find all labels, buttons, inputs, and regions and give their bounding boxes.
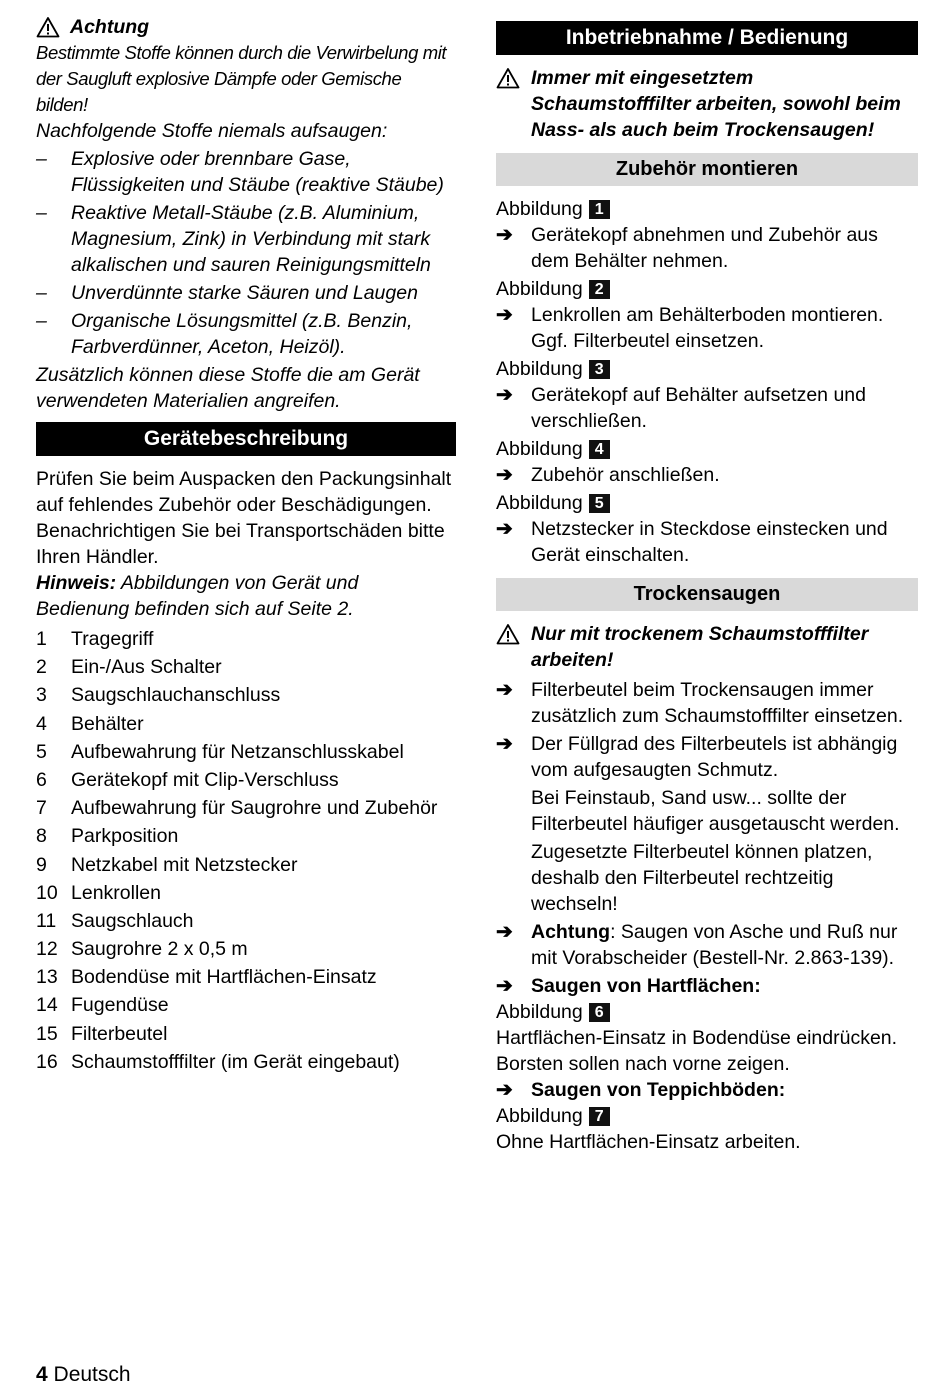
page-number: 4	[36, 1363, 48, 1386]
arrow-right-icon: ➔	[496, 679, 513, 701]
arrow-right-icon: ➔	[496, 224, 513, 246]
instruction-text: Zubehör anschließen.	[531, 464, 720, 486]
part-label: Aufbewahrung für Netzanschlusskabel	[71, 740, 404, 763]
instruction-text: Filterbeutel beim Trockensaugen immer zusätzlich zum Schaumstofffilter einsetzen.	[531, 679, 904, 727]
list-item	[36, 308, 456, 360]
step-5	[496, 490, 918, 568]
figure-reference	[496, 196, 918, 222]
figure-number: 7	[589, 1107, 610, 1126]
warning-text: Immer mit eingesetztem Schaumstofffilter arbeiten, sowohl beim Nass- als auch beim Trockensaugen!	[531, 67, 901, 141]
instruction-text: Der Füllgrad des Filterbeutels ist abhängig vom aufgesaugten Schmutz.	[531, 733, 898, 781]
carpet-title: Saugen von Teppichböden:	[531, 1079, 786, 1101]
list-item	[36, 626, 456, 652]
part-number: 11	[36, 909, 57, 932]
list-item	[36, 280, 456, 306]
warning-triangle-icon	[496, 623, 520, 645]
part-number: 12	[36, 938, 58, 961]
part-number: 13	[36, 966, 58, 989]
warning-triangle-icon	[36, 16, 60, 38]
hint-label: Hinweis:	[36, 572, 117, 594]
figure-number: 4	[589, 440, 610, 459]
figure-reference	[496, 276, 918, 302]
list-item	[36, 992, 456, 1018]
part-number: 4	[36, 712, 47, 735]
part-label: Netzkabel mit Netzstecker	[71, 853, 298, 876]
hard-surface-text: Hartflächen-Einsatz in Bodendüse eindrücken. Borsten sollen nach vorne zeigen.	[496, 1027, 898, 1075]
part-number: 15	[36, 1022, 58, 1045]
part-label: Gerätekopf mit Clip-Verschluss	[71, 768, 339, 791]
part-label: Saugschlauchanschluss	[71, 684, 281, 707]
left-column	[36, 14, 456, 1077]
arrow-right-icon: ➔	[496, 304, 513, 326]
hard-surface-heading	[496, 973, 918, 999]
part-number: 5	[36, 740, 47, 763]
figure-label: Abbildung	[496, 358, 583, 380]
list-item-text: Organische Lösungsmittel (z.B. Benzin, Farbverdünner, Aceton, Heizöl).	[71, 310, 413, 358]
step-3	[496, 356, 918, 434]
subsection-header-zubehoer: Zubehör montieren	[496, 153, 918, 186]
dry-warning-text: Nur mit trockenem Schaumstofffilter arbeiten!	[531, 623, 869, 671]
part-number: 8	[36, 825, 47, 848]
part-number: 3	[36, 684, 47, 707]
list-item	[36, 964, 456, 990]
carpet-heading	[496, 1077, 918, 1103]
warning-paragraph: Bestimmte Stoffe können durch die Verwirbelung mit der Saugluft explosive Dämpfe oder Gemische bilden!	[36, 42, 447, 115]
figure-label: Abbildung	[496, 438, 583, 460]
figure-number: 2	[589, 280, 610, 299]
list-item-text: Explosive oder brennbare Gase, Flüssigkeiten und Stäube (reaktive Stäube)	[71, 148, 444, 196]
list-item	[36, 711, 456, 737]
instruction-text: Netzstecker in Steckdose einstecken und Gerät einschalten.	[531, 518, 888, 566]
part-number: 2	[36, 656, 47, 679]
list-item	[36, 146, 456, 198]
attention-label: Achtung	[531, 921, 611, 943]
list-item	[36, 1021, 456, 1047]
carpet-text: Ohne Hartflächen-Einsatz arbeiten.	[496, 1131, 801, 1153]
part-label: Parkposition	[71, 825, 179, 848]
list-item	[36, 200, 456, 278]
part-number: 9	[36, 853, 47, 876]
figure-reference	[496, 999, 918, 1025]
part-number: 16	[36, 1050, 58, 1073]
part-label: Schaumstofffilter (im Gerät eingebaut)	[71, 1050, 400, 1073]
arrow-right-icon: ➔	[496, 1079, 513, 1101]
instruction-continued: Zugesetzte Filterbeutel können platzen, deshalb den Filterbeutel rechtzeitig wechseln!	[531, 841, 873, 915]
part-number: 14	[36, 994, 58, 1017]
warning-icon-wrap	[496, 65, 531, 143]
footer-language: Deutsch	[53, 1363, 131, 1386]
figure-reference	[496, 490, 918, 516]
dash-marker: –	[36, 148, 47, 170]
list-item	[36, 823, 456, 849]
list-item	[36, 852, 456, 878]
list-item-text: Reaktive Metall-Stäube (z.B. Aluminium, Magnesium, Zink) in Verbindung mit stark alkalischen und sauren Reinigungsmitteln	[71, 202, 431, 276]
instruction	[496, 919, 918, 971]
subsection-header-trockensaugen: Trockensaugen	[496, 578, 918, 611]
figure-number: 1	[589, 200, 610, 219]
instruction	[496, 731, 918, 783]
part-label: Fugendüse	[71, 994, 169, 1017]
step-2	[496, 276, 918, 354]
unpack-text: Prüfen Sie beim Auspacken den Packungsinhalt auf fehlendes Zubehör oder Beschädigungen. Benachrichtigen Sie bei Transportschäden bitte Ihren Händler.	[36, 468, 452, 568]
instruction-continued: Bei Feinstaub, Sand usw... sollte der Filterbeutel häufiger ausgetauscht werden.	[531, 787, 900, 835]
instruction	[496, 516, 918, 568]
never-intro: Nachfolgende Stoffe niemals aufsaugen:	[36, 120, 388, 142]
step-1	[496, 196, 918, 274]
section-header-inbetriebnahme: Inbetriebnahme / Bedienung	[496, 21, 918, 55]
instruction	[496, 462, 918, 488]
part-number: 6	[36, 768, 47, 791]
list-item	[36, 908, 456, 934]
list-item-text: Unverdünnte starke Säuren und Laugen	[71, 282, 418, 304]
figure-number: 6	[589, 1003, 610, 1022]
list-item	[36, 936, 456, 962]
instruction	[496, 302, 918, 354]
section-header-geraetebeschreibung: Gerätebeschreibung	[36, 422, 456, 456]
figure-label: Abbildung	[496, 1001, 583, 1023]
right-column	[496, 14, 918, 1155]
part-label: Saugschlauch	[71, 909, 194, 932]
arrow-right-icon: ➔	[496, 733, 513, 755]
figure-label: Abbildung	[496, 492, 583, 514]
warning-heading	[36, 14, 456, 40]
instruction-text	[531, 919, 918, 971]
figure-reference	[496, 1103, 918, 1129]
instruction	[496, 677, 918, 729]
hint	[36, 570, 456, 622]
instruction-text: Gerätekopf auf Behälter aufsetzen und verschließen.	[531, 384, 866, 432]
figure-reference	[496, 356, 918, 382]
parts-list	[36, 626, 456, 1075]
part-label: Tragegriff	[71, 628, 154, 650]
arrow-right-icon: ➔	[496, 464, 513, 486]
never-list	[36, 146, 456, 360]
part-label: Lenkrollen	[71, 881, 161, 904]
part-number: 7	[36, 797, 47, 820]
warning-triangle-icon	[496, 67, 520, 89]
warning-title: Achtung	[70, 16, 150, 38]
part-label: Saugrohre 2 x 0,5 m	[71, 938, 248, 961]
dash-marker: –	[36, 202, 47, 224]
warning-icon-wrap	[496, 621, 531, 673]
part-label: Filterbeutel	[71, 1022, 168, 1045]
list-item	[36, 739, 456, 765]
instruction-text: Lenkrollen am Behälterboden montieren. Ggf. Filterbeutel einsetzen.	[531, 304, 884, 352]
arrow-right-icon: ➔	[496, 921, 513, 943]
list-item	[36, 795, 456, 821]
part-label: Ein-/Aus Schalter	[71, 656, 222, 679]
list-item	[36, 682, 456, 708]
part-label: Behälter	[71, 712, 144, 735]
arrow-right-icon: ➔	[496, 384, 513, 406]
arrow-right-icon: ➔	[496, 518, 513, 540]
dash-marker: –	[36, 282, 47, 304]
figure-label: Abbildung	[496, 198, 583, 220]
attention-text: : Saugen von Asche und Ruß nur mit Vorabscheider (Bestell-Nr. 2.863-139).	[531, 921, 898, 969]
part-label: Bodendüse mit Hartflächen-Einsatz	[71, 966, 377, 989]
step-4	[496, 436, 918, 488]
list-item	[36, 767, 456, 793]
additional-note: Zusätzlich können diese Stoffe die am Gerät verwendeten Materialien angreifen.	[36, 364, 420, 412]
dry-warning-block	[496, 621, 918, 673]
hint-text: Abbildungen von Gerät und Bedienung befinden sich auf Seite 2.	[36, 572, 359, 620]
figure-number: 5	[589, 494, 610, 513]
instruction-text: Gerätekopf abnehmen und Zubehör aus dem Behälter nehmen.	[531, 224, 878, 272]
figure-reference	[496, 436, 918, 462]
figure-number: 3	[589, 360, 610, 379]
dash-marker: –	[36, 310, 47, 332]
page-footer	[36, 1362, 131, 1388]
figure-label: Abbildung	[496, 278, 583, 300]
part-label: Aufbewahrung für Saugrohre und Zubehör	[71, 797, 438, 820]
hard-surface-title: Saugen von Hartflächen:	[531, 975, 761, 997]
list-item	[36, 1049, 456, 1075]
instruction	[496, 222, 918, 274]
instruction	[496, 382, 918, 434]
warning-block	[496, 65, 918, 143]
part-number: 1	[36, 628, 47, 650]
part-number: 10	[36, 881, 58, 904]
list-item	[36, 880, 456, 906]
arrow-right-icon: ➔	[496, 975, 513, 997]
figure-label: Abbildung	[496, 1105, 583, 1127]
list-item	[36, 654, 456, 680]
